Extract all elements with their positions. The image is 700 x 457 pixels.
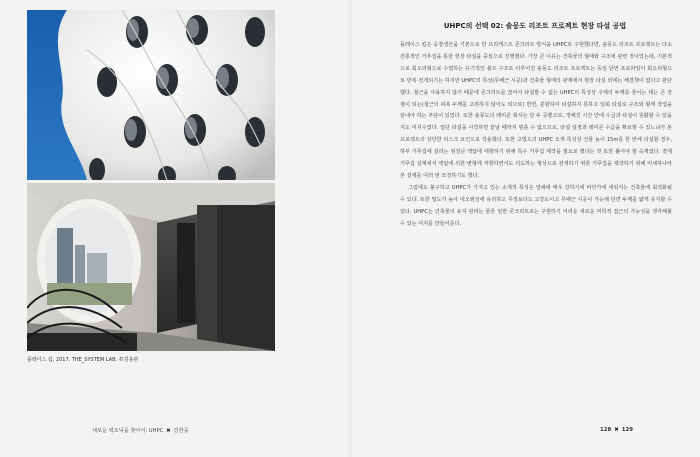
page-gutter bbox=[348, 0, 352, 457]
page-separator-icon: ✖ bbox=[614, 427, 619, 433]
paragraph-2: 그럼에도 불구하고 UHPC가 가지고 있는 소재적 특성은 열해에 매우 강하기에 바닷가에 세워지는 건축물에 최적화될 수 있다. 또한 밀도가 높아 내오염성에 유리하고 무정보다도 고강도이고 무배근 시공이 가능해 단면 두께를 얇게 유지할 수 있다. UHPC는 건축물의 유지 관리는 물론 일반 콘크리트로는 구현하기 어려운 새로운 미학적 접근의 가능성을 생각해볼 수 있는 여지를 만들어준다. bbox=[400, 184, 672, 227]
corridor-photo bbox=[27, 183, 275, 351]
body-text bbox=[400, 40, 672, 330]
page-number-right: 129 bbox=[621, 427, 634, 433]
footer-author: 김한중 bbox=[173, 428, 189, 434]
footer-separator-icon: ✖ bbox=[166, 428, 171, 434]
paragraph-1: 플레이스 킵은 공장생산을 기본으로 한 프리캐스트 콘크리트 방식을 UHPC로 구현했다면, 솔뭉도 리조트 프로젝트는 다소 전통적인 거푸집을 통한 현장 타설을 중심으로 진행했다. 가장 큰 이유는 건축물의 형태와 구조에 관련 것이었는데, 기본적으로 회오리형으로 수렴하는 유기적인 볼트 구조로 이루어진 솔뭉도 리조트 프로젝트는 동일 단면 프로파일이 회오리형으로 반복 전개되기는 하지만 UHPC의 특성(무배근 시공)과 건축물 형태의 관계에서 현장 타설 외에는 해결책이 없다고 판단했다. 철근을 사용하지 않기 때문에 콘크리트를 끊어서 타설할 수 없는 UHPC의 특성상 구체의 두께를 줄이는 데는 큰 강점이 되는(철근의 피복 두께를 고려하지 않아도 되므로) 반면, 분할하여 타설하지 못하고 일회 타설로 구조와 형태 작업을 끝내야 하는 부담이 있었다. 또한 솔뭉도의 레미콘 회사는 단 두 곳뿐으로, 정해진 시간 안에 수급과 타설이 원활할 수 있을지도 미지수였다. 일단 타설을 시작하면 끝날 때까지 멈출 수 없으므로, 타설 일정과 레미콘 수급을 확보할 수 있느냐가 본 프로젝트의 상당한 리스크 요인으로 작용했다. 또한 고밀도의 UHPC 소재 특성상 건물 높이 15m를 한 번에 타설할 경우, 하부 거푸집에 걸리는 엄청난 액압에 대항하기 위해 특수 거푸집 제작을 필요로 했다는 것 또한 풀어야 할 숙제였다. 결계 거푸집 실계에서 액압에 의한 변형에 저항하면서도 의도하는 형상으로 전개하기 위한 거푸집을 제작하기 위해 미세하나마 본 설계를 여러 번 조정하기도 했다. bbox=[400, 42, 672, 179]
footer-book-title: 새로운 텍토닉을 찾아서: UHPC bbox=[92, 428, 164, 434]
footer-book-info bbox=[92, 427, 189, 434]
photo-caption: 플레이스 킵, 2017. THE_SYSTEM LAB. ©김용관 bbox=[27, 357, 139, 363]
page-number-left: 128 bbox=[600, 427, 612, 433]
page-numbers bbox=[600, 427, 633, 433]
section-title: UHPC의 선택 02: 솔뭉도 리조트 프로젝트 현장 타설 공법 bbox=[443, 22, 627, 30]
facade-photo bbox=[27, 10, 275, 180]
